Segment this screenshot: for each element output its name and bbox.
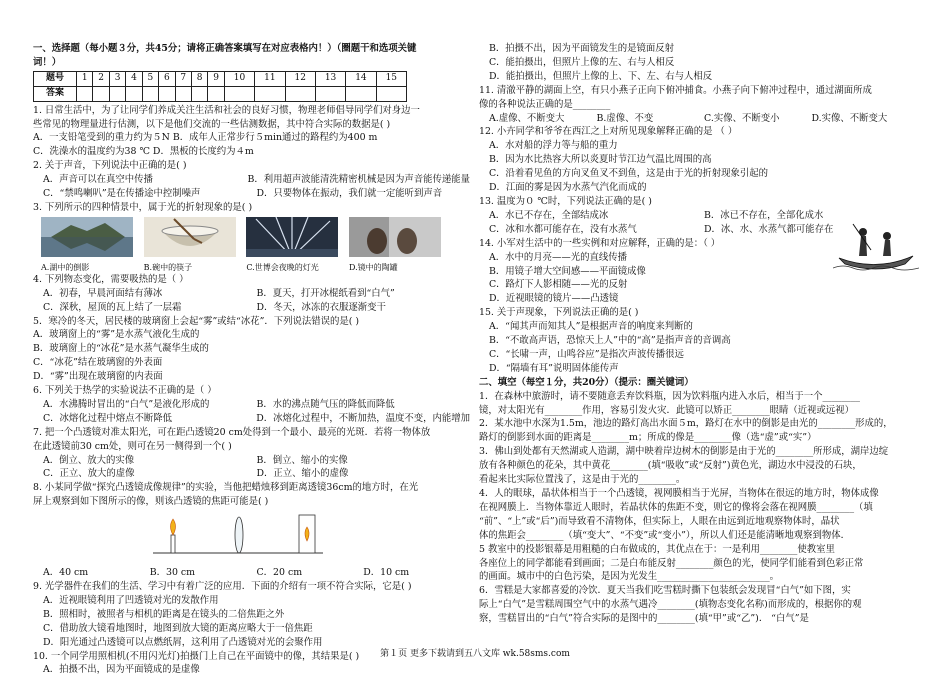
question-stem: 8. 小某同学做“探究凸透镜成像规律”的实验，当他把蜡烛移到距离透镜36cm的地方时，在光 xyxy=(33,482,419,494)
answer-cell[interactable] xyxy=(142,86,158,101)
answer-cell[interactable] xyxy=(285,86,315,101)
option-c: C．“冰花”结在玻璃窗的外表面 xyxy=(33,357,163,369)
fill-question-2 xyxy=(479,417,919,445)
option-a-b: A．一支铅笔受到的重力约为５N B．成年人正常步行５min通过的路程约为400 m xyxy=(33,132,378,144)
option-d: D．正立、缩小的虚像 xyxy=(256,468,349,480)
answer-cell[interactable] xyxy=(376,86,406,101)
option-b: B．用镜子增大空间感——平面镜成像 xyxy=(489,265,646,277)
question-11 xyxy=(479,84,919,126)
mirror-jar-image xyxy=(349,217,441,257)
answer-cell[interactable] xyxy=(109,86,125,101)
picture-d xyxy=(349,217,441,273)
option-c: C．“长啸一声，山鸣谷应”是指次声波传播很远 xyxy=(489,348,684,360)
picture-caption: D.镜中的陶罐 xyxy=(348,262,398,272)
page-footer: 第１页 更多下载请到五八文库 wk.58sms.com xyxy=(380,649,570,659)
table-row-label: 答案 xyxy=(34,86,77,101)
option-c: C．冰和水都可能存在，没有水蒸气 xyxy=(489,223,637,235)
option-b: B．倒立、缩小的实像 xyxy=(256,454,348,466)
option-b: B．利用超声波能清洗精密机械是因为声音能传递能量 xyxy=(247,174,470,186)
answer-table-number-row xyxy=(34,71,407,86)
question-number: 1 xyxy=(77,71,93,86)
option-d: D．冰、水、水蒸气都可能存在 xyxy=(704,223,834,235)
option-b: B．拍摄不出，因为平面镜发生的是镜面反射 xyxy=(489,43,675,54)
question-1 xyxy=(33,104,470,160)
table-row-label: 题号 xyxy=(34,71,77,86)
question-number: 4 xyxy=(126,71,142,86)
question-number: 5 xyxy=(142,71,158,86)
question-stem: 9. 光学器件在我们的生活、学习中有着广泛的应用．下面的介绍有一项不符合实际，它是( ) xyxy=(33,581,412,592)
fill-line: “前”、“上”或“后”)而导致看不清物体，但实际上，人眼在由远到近地观察物体时，晶状 xyxy=(479,515,840,527)
question-stem: 11. 清澈平静的湖面上空，有只小燕子正向下俯冲捕食。小燕子向下俯冲过程中，通过湖面所成 xyxy=(479,84,872,96)
option-a: A．水中的月亮——光的直线传播 xyxy=(489,251,628,263)
picture-caption: C.世博会夜晚的灯光 xyxy=(246,262,319,272)
option-c: C．能拍摄出，但照片上像的左、右与人相反 xyxy=(489,56,675,68)
question-7 xyxy=(33,426,470,482)
picture-caption: B.碗中的筷子 xyxy=(143,262,193,272)
answer-table-answer-row xyxy=(34,86,407,101)
option-d: D．近视眼镜的镜片——凸透镜 xyxy=(489,293,619,305)
question-15 xyxy=(479,306,919,376)
answer-cell[interactable] xyxy=(77,86,93,101)
question-number: 9 xyxy=(208,71,224,86)
question-number: 13 xyxy=(315,71,345,86)
option-d: D．只要物体在振动，我们就一定能听到声音 xyxy=(256,188,443,200)
question-number: 14 xyxy=(346,71,376,86)
option-d: D．阳光通过凸透镜可以点燃纸屑，这利用了凸透镜对光的会聚作用 xyxy=(43,636,323,648)
option-a: A．玻璃窗上的“雾”是水蒸气液化生成的 xyxy=(33,329,200,341)
question-stem-cont: 屏上观察到如下图所示的像，则该凸透镜的焦距可能是( ) xyxy=(33,496,269,508)
question-number: 2 xyxy=(93,71,109,86)
fill-line: 察，雪糕冒出的“白气”符合实际的是图中的________(填“甲”或“乙”)． “白气”是 xyxy=(479,613,809,625)
option-a: A．水对船的浮力等与船的重力 xyxy=(489,140,618,152)
option-a: A．“闻其声而知其人”是根据声音的响度来判断的 xyxy=(489,321,693,333)
option-a: A．水已不存在，全部结成冰 xyxy=(489,209,609,221)
question-3-pictures xyxy=(41,217,441,273)
option-b: B．30 cm xyxy=(149,567,196,579)
option-c: C．深秋，屋顶的瓦上结了一层霜 xyxy=(43,301,182,313)
boat-fishing-illustration xyxy=(833,218,919,274)
question-10-cont xyxy=(479,42,919,84)
fill-line: 看起来比实际位置浅了，这是由于光的________。 xyxy=(479,474,686,486)
option-a: A．拍摄不出，因为平面镜成的是虚像 xyxy=(43,664,200,676)
answer-cell[interactable] xyxy=(315,86,345,101)
section2-title: 二、填空（每空１分，共20分）（提示：圈关键词） xyxy=(479,376,694,388)
question-4 xyxy=(33,273,470,315)
option-d: D.实像、不断变大 xyxy=(811,112,888,124)
fill-line: 放有各种颜色的花朵，其中黄花________(填“吸收”或“反射”)黄色光，湖边水中浸没的石块， xyxy=(479,460,862,472)
question-stem: 13. 温度为０ ℃时，下列说法正确的是( ) xyxy=(479,195,652,207)
picture-b xyxy=(144,217,236,273)
fill-question-1 xyxy=(479,390,919,418)
question-number: 11 xyxy=(255,71,285,86)
option-c: C．借助放大镜看地图时，地图到放大镜的距离应略大于一倍焦距 xyxy=(43,622,313,634)
fill-question-5 xyxy=(479,543,919,585)
answer-cell[interactable] xyxy=(159,86,175,101)
option-c: C．“禁鸣喇叭”是在传播途中控制噪声 xyxy=(43,188,201,200)
question-2 xyxy=(33,159,470,201)
option-b: B．照相时，被照者与相机的距离是在镜头的二倍焦距之外 xyxy=(43,608,285,620)
fill-line: 2．某水池中水深为1.5m，池边的路灯高出水面５m，路灯在水中的倒影是由光的________形成的， xyxy=(479,418,893,430)
question-stem: 15. 关于声现象，下列说法正确的是( ) xyxy=(479,307,639,319)
question-number: 12 xyxy=(285,71,315,86)
option-b: B．冰已不存在，全部化成水 xyxy=(704,209,824,221)
question-9 xyxy=(33,580,470,650)
answer-cell[interactable] xyxy=(208,86,224,101)
option-d: D．冰熔化过程中，不断加热，温度不变，内能增加 xyxy=(256,412,470,424)
question-12 xyxy=(479,125,919,195)
option-c: C．沿着看见鱼的方向叉鱼叉不到鱼，这是由于光的折射现象引起的 xyxy=(489,168,769,180)
question-stem-cont: 在此透镜前30 cm处，则可在另一侧得到一个( ) xyxy=(33,440,232,452)
option-a: A．近视眼镜利用了凹透镜对光的发散作用 xyxy=(43,594,219,606)
option-a: A．初春，早晨河面结有薄冰 xyxy=(43,287,163,299)
question-stem: 6. 下列关于热学的实验说法不正确的是（ ） xyxy=(33,385,217,397)
fill-line: 3．佛山到处都有天然湖或人造湖，湖中映着岸边树木的倒影是由于光的________所形成，湖岸边绽 xyxy=(479,446,889,458)
option-b: B．玻璃窗上的“冰花”是水蒸气凝华生成的 xyxy=(33,343,209,355)
question-stem: 4. 下列物态变化，需要吸热的是（ ） xyxy=(33,273,189,285)
fill-question-3 xyxy=(479,445,919,487)
question-number: 8 xyxy=(191,71,207,86)
picture-caption: A.湖中的倒影 xyxy=(41,262,90,272)
question-stem-cont: 些常见的物理量进行估测，以下是他们交流的一些估测数据，其中符合实际的数据是( ) xyxy=(33,118,391,130)
fill-line: 5 教室中的投影银幕是用粗糙的白布做成的，其优点在于：一是利用________使教室里 xyxy=(479,543,835,555)
answer-cell[interactable] xyxy=(191,86,207,101)
answer-cell[interactable] xyxy=(346,86,376,101)
question-stem: 14. 小军对生活中的一些实例和对应解释，正确的是：（ ） xyxy=(479,237,721,249)
option-c: C．冰熔化过程中熔点不断降低 xyxy=(43,412,173,424)
fill-line: 的画面。城市中的白色污染，是因为光发生________________________。 xyxy=(479,571,780,583)
question-3 xyxy=(33,201,470,273)
fill-line: 镜，对太阳光有________作用，容易引发火灾．此镜可以矫正________眼睛（近视或远视） xyxy=(479,404,855,416)
answer-table xyxy=(33,71,407,102)
answer-cell[interactable] xyxy=(175,86,191,101)
option-d: D．“雾”出现在玻璃窗的内表面 xyxy=(33,371,163,383)
expo-night-lights-image xyxy=(246,217,338,257)
option-d: D．能拍摄出，但照片上像的上、下、左、右与人相反 xyxy=(489,70,713,82)
question-number: 6 xyxy=(159,71,175,86)
answer-cell[interactable] xyxy=(224,86,254,101)
section1-title: 一、选择题（每小题３分，共45分；请将正确答案填写在对应表格内！）（圈题干和选项关键 xyxy=(33,43,417,54)
question-stem: 10. 一个同学用照相机(不用闪光灯)拍摄门上自己在平面镜中的像，其结果是( ) xyxy=(33,650,360,662)
question-6 xyxy=(33,384,470,426)
option-c: C．路灯下人影相随——光的反射 xyxy=(489,279,628,291)
option-c: C．20 cm xyxy=(256,567,303,579)
question-stem: 5．寒冷的冬天，居民楼的玻璃窗上会起“雾”或结“冰花”．下列说法错误的是( ) xyxy=(33,315,360,327)
answer-cell[interactable] xyxy=(126,86,142,101)
option-c-d: C．洗澡水的温度约为38 ℃ D．黑板的长度约为４m xyxy=(33,146,254,158)
question-stem: 12. 小卉同学和爷爷在西江之上对所见现象解释正确的是 （ ） xyxy=(479,126,738,138)
question-number: 15 xyxy=(376,71,406,86)
option-c: C．正立、放大的虚像 xyxy=(43,468,135,480)
question-stem: 1. 日常生活中，为了让同学们养成关注生活和社会的良好习惯，物理老师倡导同学们对身边一 xyxy=(33,104,420,116)
option-a: A．水沸腾时冒出的“白气”是液化形成的 xyxy=(43,398,210,410)
optical-bench-diagram xyxy=(153,509,323,561)
question-stem: 3. 下列所示的四种情景中，属于光的折射现象的是( ) xyxy=(33,201,253,213)
option-d: D．“隔墙有耳”说明固体能传声 xyxy=(489,362,619,374)
question-number: 3 xyxy=(109,71,125,86)
answer-cell[interactable] xyxy=(93,86,109,101)
lake-reflection-image xyxy=(41,217,133,257)
option-b: B.虚像、不变 xyxy=(596,112,654,124)
fill-line: 6．雪糕是大家都喜爱的冷饮．夏天当我们吃雪糕时撕下包装纸会发现冒“白气”如下图，实 xyxy=(479,585,851,597)
left-column xyxy=(33,42,470,677)
question-number: 10 xyxy=(224,71,254,86)
option-c: C.实像、不断变小 xyxy=(704,112,780,124)
fill-line: 在视网膜上．当物体靠近人眼时，若晶状体的焦距不变，则它的像将会落在视网膜________（填 xyxy=(479,501,873,513)
option-a: A.虚像、不断变大 xyxy=(489,112,565,124)
option-b: B．夏天，打开冰棍纸看到“白气” xyxy=(256,287,395,299)
option-b: B．“不敢高声语，恐惊天上人”中的“高”是指声音的音调高 xyxy=(489,335,731,347)
fill-line: 1．在森林中旅游时，请不要随意丢弃饮料瓶，因为饮料瓶内进入水后，相当于一个________ xyxy=(479,390,860,402)
fill-line: 4．人的眼球，晶状体相当于一个凸透镜，视网膜相当于光屏，当物体在很远的地方时，物体成像 xyxy=(479,488,879,499)
fill-line: 际上“白气”是雪糕周围空气中的水蒸气遇冷________(填物态变化名称)而形成的，根据你的观 xyxy=(479,599,862,611)
option-a: A．40 cm xyxy=(43,567,89,579)
option-d: D．10 cm xyxy=(363,567,410,579)
option-b: B．因为水比热容大所以炎夏时节江边气温比周围的高 xyxy=(489,154,712,166)
option-a: A．声音可以在真空中传播 xyxy=(43,174,153,186)
picture-a xyxy=(41,217,133,273)
fill-question-4 xyxy=(479,487,919,543)
right-column xyxy=(479,42,919,626)
question-8 xyxy=(33,481,470,580)
question-5 xyxy=(33,315,470,385)
picture-c xyxy=(246,217,338,273)
option-d: D．江面的雾是因为水蒸气汽化而成的 xyxy=(489,182,647,194)
question-stem-cont: 像的各种说法正确的是________ xyxy=(479,98,611,110)
option-d: D．冬天，冰冻的衣服逐渐变干 xyxy=(256,301,386,313)
bowl-chopsticks-image xyxy=(144,217,236,257)
option-b: B．水的沸点随气压的降低而降低 xyxy=(256,398,395,410)
question-number: 7 xyxy=(175,71,191,86)
section1-title-cont: 词！） xyxy=(33,56,62,68)
fill-line: 体的焦距会________（填“变大”、“不变”或“变小”），所以人们还是能清晰地观察到物体． xyxy=(479,529,850,541)
option-a: A．倒立、放大的实像 xyxy=(43,454,135,466)
fill-line: 路灯的倒影到水面的距离是________m；所成的像是________像（选“虚”或“实”） xyxy=(479,432,817,444)
answer-cell[interactable] xyxy=(255,86,285,101)
question-stem: 7. 把一个凸透镜对准太阳光，可在距凸透镜20 cm处得到一个最小、最亮的光斑．若将一物体放 xyxy=(33,426,431,438)
fill-line: 各座位上的同学都能看到画面；二是白布能反射________颜色的光，使同学们能看到色彩正常 xyxy=(479,557,864,569)
fill-question-6 xyxy=(479,584,919,626)
question-stem: 2. 关于声音，下列说法中正确的是( ) xyxy=(33,160,187,172)
